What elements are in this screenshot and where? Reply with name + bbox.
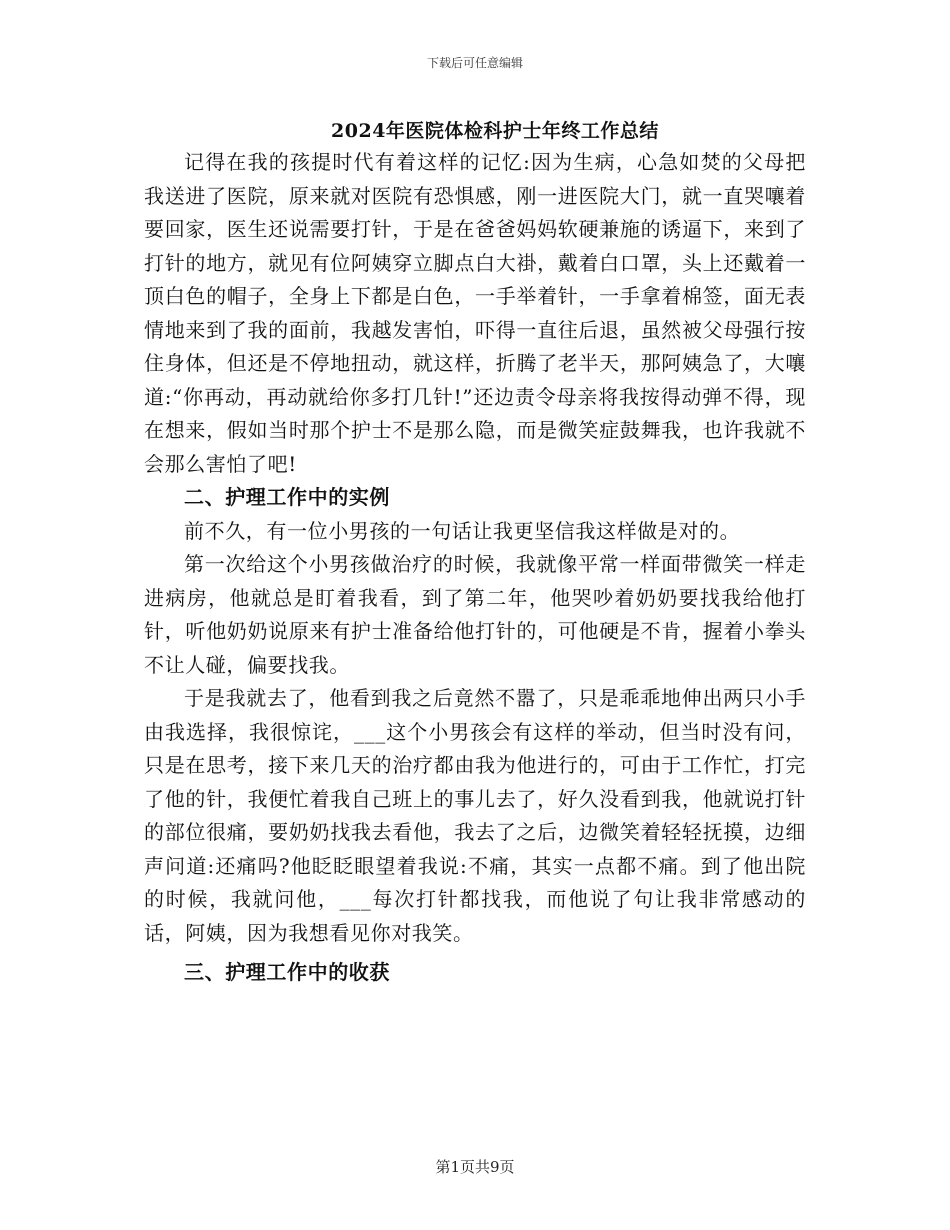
paragraph-boy-story: 于是我就去了，他看到我之后竟然不嚣了，只是乖乖地伸出两只小手由我选择，我很惊诧，___这个小男孩会有这样的举动，但当时没有问，只是在思考，接下来几天的治疗都由我为他进行的，可由于工作忙，打完了他的针，我便忙着我自己班上的事儿去了，好久没看到我，他就说打针的部位很痛，要奶奶找我去看他，我去了之后，边微笑着轻轻抚摸，边细声问道:还痛吗?他眨眨眼望着我说:不痛，其实一点都不痛。到了他出院的时候，我就问他，___每次打针都找我，而他说了句让我非常感动的话，阿姨，因为我想看见你对我笑。 [144, 686, 806, 945]
section-heading-gains: 三、护理工作中的收获 [184, 960, 390, 984]
section-heading-examples: 二、护理工作中的实例 [184, 485, 390, 509]
header-note: 下载后可任意编辑 [426, 56, 523, 70]
paragraph-boy-intro: 前不久，有一位小男孩的一句话让我更坚信我这样做是对的。 [184, 518, 741, 543]
paragraph-first-treatment: 第一次给这个小男孩做治疗的时候，我就像平常一样面带微笑一样走进病房，他就总是盯着我看，到了第二年，他哭吵着奶奶要找我给他打针，听他奶奶说原来有护士准备给他打针的，可他硬是不肯，握着小拳头不让人碰，偏要找我。 [144, 552, 806, 677]
document-title: 2024年医院体检科护士年终工作总结 [331, 120, 659, 142]
paragraph-childhood-memory: 记得在我的孩提时代有着这样的记忆:因为生病，心急如焚的父母把我送进了医院，原来就对医院有恐惧感，刚一进医院大门，就一直哭嚷着要回家，医生还说需要打针，于是在爸爸妈妈软硬兼施的诱逼下，来到了打针的地方，就见有位阿姨穿立脚点白大褂，戴着白口罩，头上还戴着一顶白色的帽子，全身上下都是白色，一手举着针，一手拿着棉签，面无表情地来到了我的面前，我越发害怕，吓得一直往后退，虽然被父母强行按住身体，但还是不停地扭动，就这样，折腾了老半天，那阿姨急了，大嚷道:“你再动，再动就给你多打几针!”还边责令母亲将我按得动弹不得，现在想来，假如当时那个护士不是那么隐，而是微笑症鼓舞我，也许我就不会那么害怕了吧! [144, 150, 806, 476]
document-body [144, 146, 806, 990]
page-number: 第1页共9页 [435, 1158, 515, 1176]
